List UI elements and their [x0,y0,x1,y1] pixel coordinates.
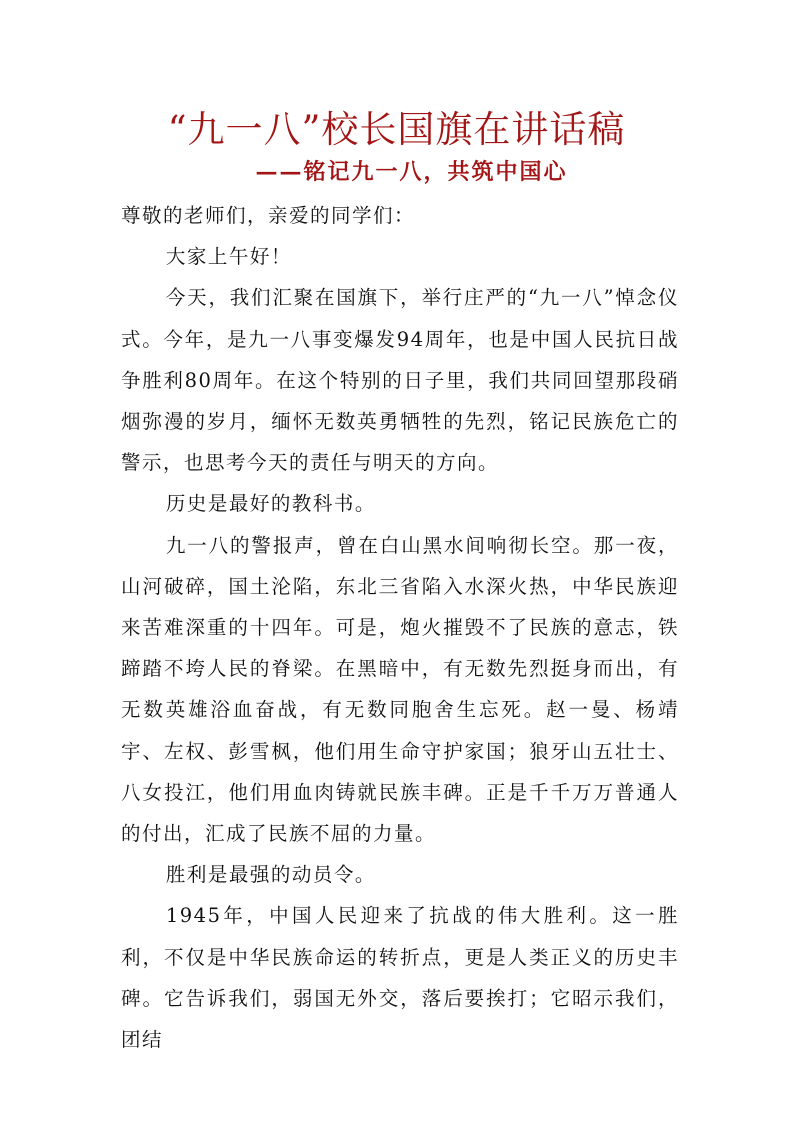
section-heading-victory: 胜利是最强的动员令。 [165,863,376,887]
intro-paragraph: 今天，我们汇聚在国旗下，举行庄严的“九一八”悼念仪式。今年，是九一八事变爆发94周年，也是中国人民抗日战争胜利80周年。在这个特别的日子里，我们共同回望那段硝烟弥漫的岁月，缅怀无数英勇牺牲的先烈，铭记民族危亡的警示，也思考今天的责任与明天的方向。 [121,286,679,475]
victory-paragraph: 1945年，中国人民迎来了抗战的伟大胜利。这一胜利，不仅是中华民族命运的转折点，更是人类正义的历史丰碑。它告诉我们，弱国无外交，落后要挨打；它昭示我们，团结 [121,904,679,1052]
section-heading-history: 历史是最好的教科书。 [165,492,376,516]
history-paragraph: 九一八的警报声，曾在白山黑水间响彻长空。那一夜，山河破碎，国土沦陷，东北三省陷入水深火热，中华民族迎来苦难深重的十四年。可是，炮火摧毁不了民族的意志，铁蹄踏不垮人民的脊梁。在黑暗中，有无数先烈挺身而出，有无数英雄浴血奋战，有无数同胞舍生忘死。赵一曼、杨靖宇、左权、彭雪枫，他们用生命守护家国；狼牙山五壮士、八女投江，他们用血肉铸就民族丰碑。正是千千万万普通人的付出，汇成了民族不屈的力量。 [121,533,679,846]
document-title: “九一八”校长国旗在讲话稿 [167,108,626,151]
document-body [121,195,679,1060]
document-subtitle: ——铭记九一八，共筑中国心 [255,159,568,185]
greeting-paragraph: 大家上午好！ [165,245,292,269]
salutation: 尊敬的老师们，亲爱的同学们： [121,204,416,227]
